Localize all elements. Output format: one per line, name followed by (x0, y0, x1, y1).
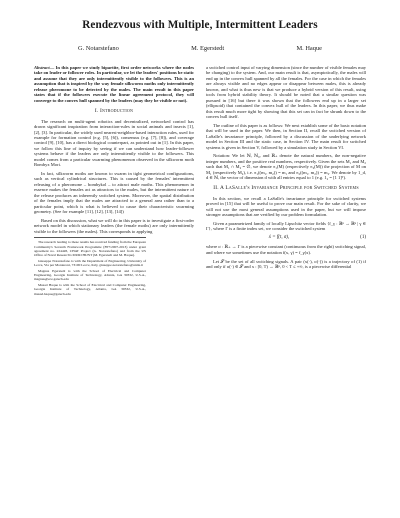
author-list (78, 45, 322, 52)
paragraph: Let 𝒮 be the set of all switching signals. A pair (x(·), σ(·)) is a trajectory of (1) if and only if σ(·) ∈ 𝒮 and x : [0, T) → ℝⁿ, 0 < T ≤ +∞, is a piecewise differential (206, 258, 366, 269)
paragraph: The outline of this paper is as follows: We next establish some of the basic notation that will be used in the paper. We then, in Section II, recall the switched version of LaSalle's invariance principle, followed by a discussion of the underlying network model in Section III and the static case, in Section IV. The main result for switched systems is given in Section V, followed by a simulation study in Section VI. (206, 122, 366, 150)
footnote: Giuseppe Notarstefano is with the Department of Engineering, University of Lecce, Via per Monteroni, 73100 Lecce, Italy, giuseppe.notarstefano@unile.it (34, 258, 146, 268)
two-column-body (34, 65, 366, 297)
footnote: The research leading to these results has received funding from the European Community's Seventh Framework Programme (FP7/2007-2013) under grant agreement no. 224428, CHAT Project (G. Notarstefano) and from the US Office of Naval Research's MURI HUNT (M. Egerstedt and M. Haque). (34, 240, 146, 258)
abstract-text: — In this paper we study bipartite, first order networks where the nodes take on leader or follower roles. In particular, we let the leaders' positions be static and assume that they are only intermittently visible to the followers. This is an assumption that is inspired by the way female silkworm moths only intermittently release pheromone to be detected by the males. The main result in this paper states that if the followers execute the linear agreement protocol, they will converge to the convex hull spanned by the leaders (may they be visible or not). (34, 65, 194, 103)
paragraph: In fact, silkworm moths are known to swarm in tight geometrical configurations, such as vertical cylindrical structures. This is caused by the females' intermittent releasing of a pheromone – bombykol – to attract male moths. This phenomenon in essence makes the females act as attractors to the males, but the intermittent nature of the release produces an inherently switched system. Moreover, the spatial distribution of the females imply that the males are attracted to a general area rather than to a particular point, which is what is believed to cause their characteristic swarming geometry. (See for example [11], [12], [13], [14]) (34, 170, 194, 215)
abstract-label: Abstract (34, 65, 50, 70)
equation-number: (1) (360, 234, 366, 240)
section-heading: II. A LaSalle's Invariance Principle for Switched Systems (213, 185, 359, 192)
author-name: M. Haque (296, 45, 322, 52)
author-name: G. Notarstefano (78, 45, 119, 52)
footnotes (34, 237, 146, 296)
paragraph: Notation: We let ℕ, ℕ₀, and ℝ₊ denote the natural numbers, the non-negative integer numbers, and the positive real numbers, respectively. Given the sets M₁ and M₂ such that M₁ ∩ M₂ = ∅, we denote π₁(M) (respectively π₂(M)) the projection of M on M₁ (respectively M₂), i.e. π₁((m₁, m₂)) = m₁ and π₂((m₁, m₂)) = m₂. We denote by 1_d, d ∈ ℕ, the vector of dimension d with all entries equal to 1 (e.g. 1₂ = [1 1]ᵀ). (206, 153, 366, 180)
paragraph: Given a parametrized family of locally Lipschitz vector fields {f_γ : ℝⁿ → ℝⁿ | γ ∈ Γ}, where Γ is a finite index set, we consider the switched system (206, 220, 366, 232)
right-column (206, 65, 366, 297)
equation (206, 235, 366, 240)
paper-title: Rendezvous with Multiple, Intermittent Leaders (82, 19, 318, 31)
footnote: Magnus Egerstedt is with the School of Electrical and Computer Engineering, Georgia Institute of Technology, Atlanta, GA 30332, U.S.A., magnus@ece.gatech.edu (34, 268, 146, 282)
paragraph: The research on multi-agent robotics and decentralized, networked control has drawn significant inspiration from interaction-rules in social animals and insects [1], [2], [3]. In particular, the widely used nearest-neighbor-based interaction rules, used for example for formation control (e.g. [5], [6]), consensus (e.g. [7], [8]), and coverage control [9], [10], has a direct biological counterpart, as pointed out in [1]. In this paper, we follow this line of inquiry by seeing if we can understand how leader-follower systems behave if the leaders are only intermittently visible to the followers. This model comes from a particular swarming phenomenon observed in the silkworm moth Bombyx Mori. (34, 118, 194, 168)
footnote: Musad Haque is with the School of Electrical and Computer Engineering, Georgia Institute of Technology, Atlanta, GA 30332, U.S.A., musad.haque@gatech.edu (34, 283, 146, 296)
paragraph: In this section, we recall a LaSalle's invariance principle for switched systems proved in [15] that will be useful to prove our main result. For the sake of clarity, we will not use the most general assumptions used in the paper, but we will impose stronger assumptions that are verified by our problem formulation. (206, 195, 366, 218)
equation-expression: ẋ = f(t, σ), (268, 234, 290, 240)
abstract (34, 65, 194, 103)
paragraph: where σ : ℝ₊ → Γ is a piecewise constant (continuous from the right) switching signal, and where we sometimes use the notation f(x, γ) = f_γ(x). (206, 244, 366, 255)
paragraph: a switched control input of varying dimension (since the number of visible females may be changing) to the system. And, our main result is that, asymptotically, the males will end up in the convex hull spanned by all the females. For the case in which the females are always visible and no edges appear or disappear between males, this is already known, and what is thus new is that we produce a hybrid version of this result, using tools from hybrid stability theory. It should be noted that a similar question was pursued in [16] but there it was shown that the followers end up in a larger set (ellipsoid) that contained the convex hull of the leaders. In this paper, we thus make this result much more tight by showing that this set can in fact be shrunk down to the convex hull itself. (206, 65, 366, 120)
section-heading: I. Introduction (94, 108, 134, 115)
author-name: M. Egerstedt (191, 45, 225, 52)
left-column (34, 65, 194, 297)
paragraph: Based on this discussion, what we will do in this paper is to investigate a first-order network model in which stationary leaders (the female moths) are only intermittently visible to the followers (the males). This corresponds to applying (34, 217, 194, 234)
